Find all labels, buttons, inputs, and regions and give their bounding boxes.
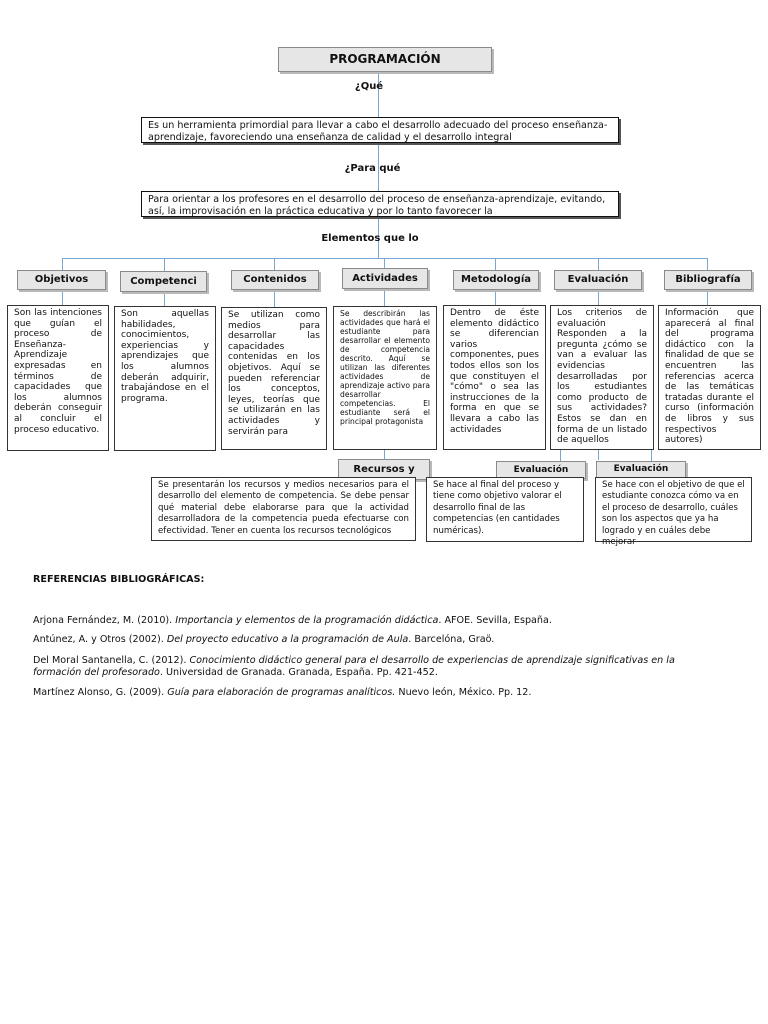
label-recursos: Recursos y	[338, 459, 430, 480]
connector-lbl-box-4	[384, 289, 385, 306]
connector-lbl-box-5	[495, 290, 496, 305]
reference-item: Martínez Alonso, G. (2009). Guía para elaboración de programas analíticos. Nuevo león, México. Pp. 12.	[33, 687, 532, 698]
connector-drop-4	[384, 258, 385, 268]
evaluation-process-box: Se hace con el objetivo de que el estudiante conozca cómo va en el proceso de desarrollo, cuáles son los aspectos que ya ha logrado y en cuáles debe mejorar	[595, 477, 752, 542]
description-competencias: Son aquellas habilidades, conocimientos, experiencias y aprendizajes que los alumnos deberán adquirir, trabajándose en el programa.	[114, 306, 216, 451]
connector-drop-2	[164, 258, 165, 271]
elements-label: Elementos que lo	[321, 233, 419, 244]
reference-item: Arjona Fernández, M. (2010). Importancia y elementos de la programación didáctica. AFOE. Sevilla, España.	[33, 615, 552, 626]
label-competencias: Competenci	[120, 271, 207, 292]
connector-drop-5	[495, 258, 496, 270]
label-actividades: Actividades	[342, 268, 428, 289]
references-heading: REFERENCIAS BIBLIOGRÁFICAS:	[33, 574, 205, 585]
question-what: ¿Qué	[354, 81, 384, 92]
label-contenidos: Contenidos	[231, 270, 319, 290]
label-evaluacion-final: Evaluación	[496, 461, 586, 479]
reference-item: Antúnez, A. y Otros (2002). Del proyecto educativo a la programación de Aula. Barcelóna, Graö.	[33, 634, 495, 645]
connector-lbl-box-1	[62, 290, 63, 305]
description-metodologia: Dentro de éste elemento didáctico se diferencian varios componentes, pues todos ellos son los que constituyen el "cómo" o sea las instrucciones de la forma en que se llevara a cabo las actividades	[443, 305, 546, 450]
connector-lbl-box-6	[598, 290, 599, 305]
connector-title-down	[378, 72, 379, 117]
label-metodologia: Metodología	[453, 270, 539, 290]
definition-box: Es un herramienta primordial para llevar a cabo el desarrollo adecuado del proceso enseñanza-aprendizaje, favoreciendo una enseñanza de calidad y el desarrollo integral	[141, 117, 619, 143]
connector-drop-7	[707, 258, 708, 270]
resources-box: Se presentarán los recursos y medios necesarios para el desarrollo del elemento de competencia. Se debe pensar qué material debe elaborarse para que la actividad desarrolladora de la competencia pueda efectuarse con efectividad. Tener en cuenta los recursos tecnológicos	[151, 477, 416, 541]
question-why: ¿Para qué	[344, 163, 401, 174]
description-objetivos: Son las intenciones que guían el proceso de Enseñanza-Aprendizaje expresadas en términos de capacidades que los alumnos deberán conseguir al concluir el proceso educativo.	[7, 305, 109, 451]
connector-drop-1	[62, 258, 63, 270]
connector-drop-6	[598, 258, 599, 270]
label-evaluacion: Evaluación	[554, 270, 642, 290]
reference-item: Del Moral Santanella, C. (2012). Conocimiento didáctico general para el desarrollo de experiencias de aprendizaje significativas en la formación del profesorado. Universidad de Granada. Granada, España. Pp. 421-452.	[33, 655, 675, 678]
connector-lbl-box-7	[707, 290, 708, 305]
description-bibliografia: Información que aparecerá al final del programa didáctico con la finalidad de que se encuentren las referencias acerca de las temáticas tratadas durante el curso (información de libros y sus respectivos autores)	[658, 305, 761, 450]
connector-lbl-box-3	[274, 290, 275, 307]
purpose-box: Para orientar a los profesores en el desarrollo del proceso de enseñanza-aprendizaje, evitando, así, la improvisación en la práctica educativa y por lo tanto favorecer la	[141, 191, 619, 217]
description-actividades: Se describirán las actividades que hará el estudiante para desarrollar el elemento de competencia descrito. Aquí se utilizan las diferentes actividades de aprendizaje activo para desarrollar competencias. El estudiante será el principal protagonista	[333, 306, 437, 450]
connector-lbl-box-2	[164, 292, 165, 306]
connector-drop-3	[274, 258, 275, 270]
connector-eval-down	[598, 450, 599, 460]
label-evaluacion-proceso: Evaluación	[596, 461, 686, 478]
description-contenidos: Se utilizan como medios para desarrollar las capacidades contenidas en los objetivos. Aquí se pueden referenciar los conceptos, leyes, teorías que se utilizarán en las actividades y servirán para	[221, 307, 327, 450]
label-objetivos: Objetivos	[17, 270, 106, 290]
evaluation-final-box: Se hace al final del proceso y tiene como objetivo valorar el desarrollo final de las competencias (en cantidades numéricas).	[426, 477, 584, 542]
description-evaluacion: Los criterios de evaluación Responden a la pregunta ¿cómo se van a evaluar las evidencias desarrolladas por los estudiantes como producto de sus actividades? Estos se dan en forma de un listado de aquellos	[550, 305, 654, 450]
title-box: PROGRAMACIÓN	[278, 47, 492, 72]
label-bibliografia: Bibliografía	[664, 270, 752, 290]
